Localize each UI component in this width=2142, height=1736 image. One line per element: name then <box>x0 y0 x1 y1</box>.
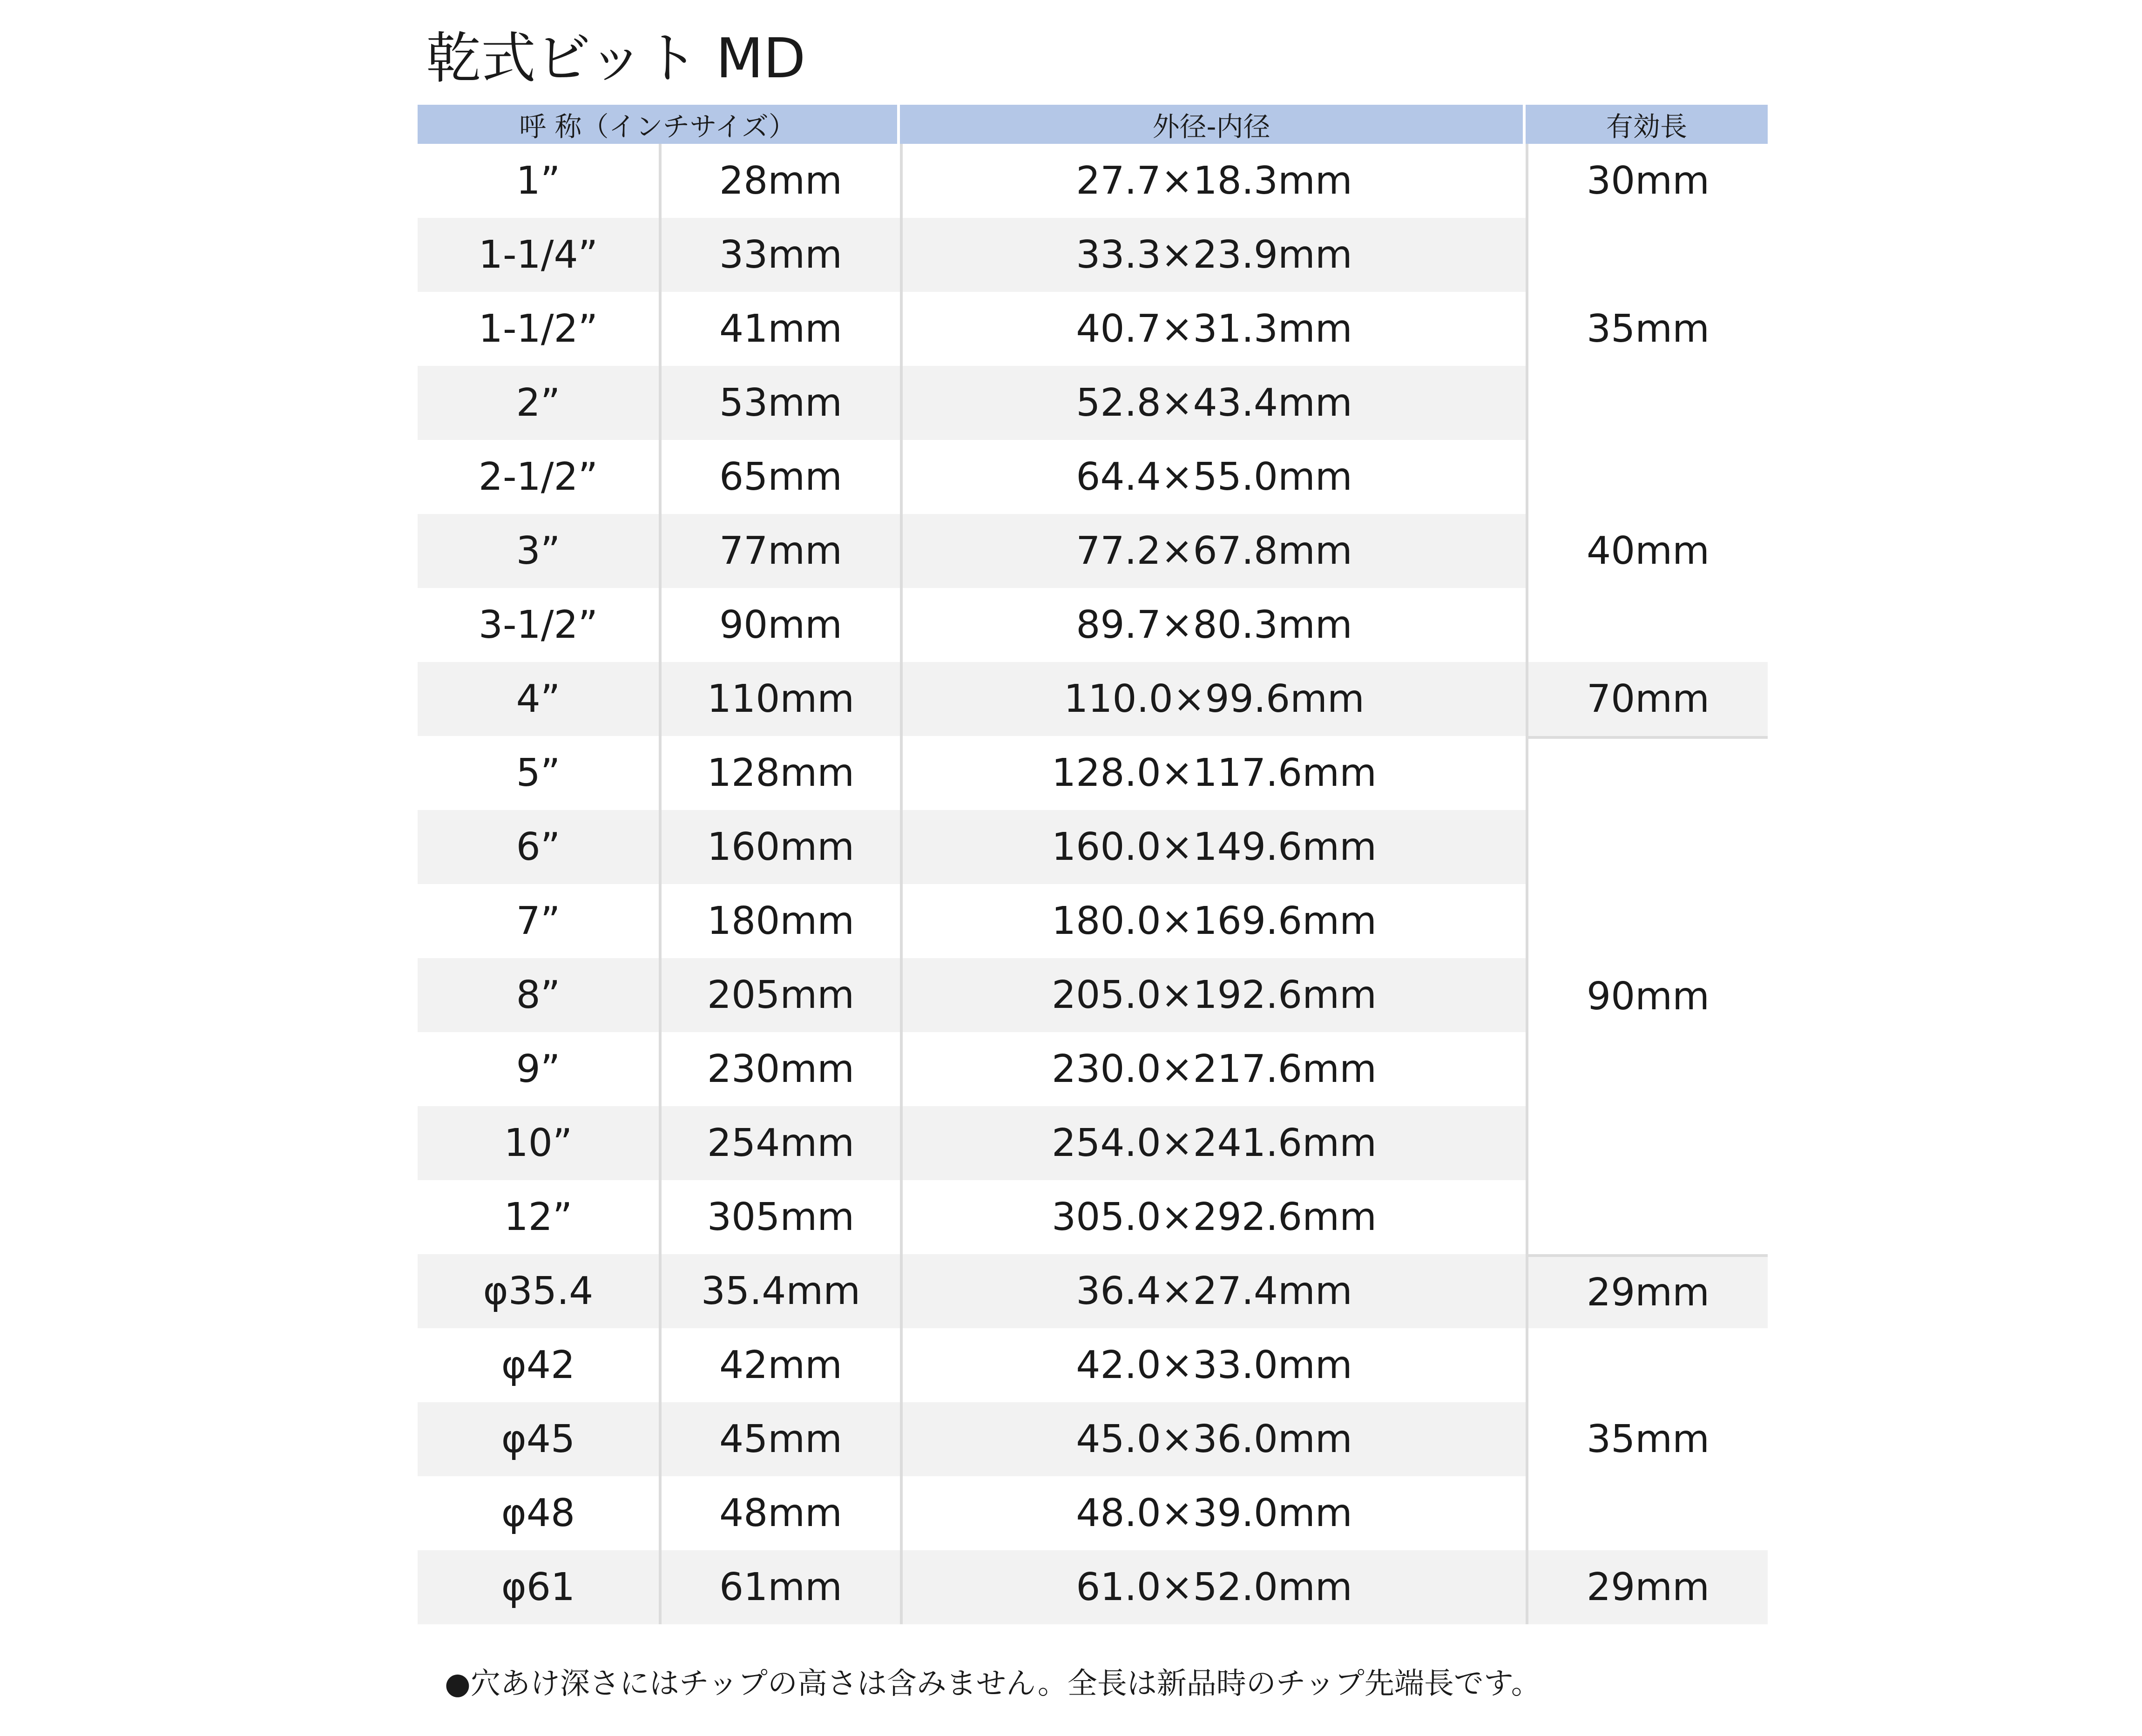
cell-mm-size: 110mm <box>659 662 900 736</box>
cell-outer-inner-diameter: 77.2×67.8mm <box>900 514 1526 588</box>
cell-outer-inner-diameter: 45.0×36.0mm <box>900 1402 1526 1476</box>
cell-outer-inner-diameter: 33.3×23.9mm <box>900 218 1526 292</box>
cell-mm-size: 77mm <box>659 514 900 588</box>
cell-inch-size: 1” <box>516 159 561 203</box>
cell-mm-size: 254mm <box>659 1106 900 1180</box>
spec-table <box>418 105 1768 1624</box>
cell-inch-size: 1-1/2” <box>478 307 598 351</box>
cell-inch-size: φ45 <box>418 1402 659 1476</box>
cell-effective-length: 40mm <box>1526 440 1768 662</box>
cell-effective-length: 70mm <box>1526 662 1768 736</box>
cell-outer-inner-diameter: 36.4×27.4mm <box>900 1254 1526 1328</box>
cell-outer-inner-diameter: 40.7×31.3mm <box>900 292 1526 366</box>
cell-mm-size: 205mm <box>659 958 900 1032</box>
cell-mm-size: 61mm <box>659 1550 900 1624</box>
cell-mm-size: 48mm <box>659 1476 900 1550</box>
cell-mm-size: 90mm <box>659 588 900 662</box>
cell-inch-size: 8” <box>418 958 659 1032</box>
cell-effective-length: 35mm <box>1526 1328 1768 1550</box>
cell-mm-size: 180mm <box>659 884 900 958</box>
cell-inch-size: 10” <box>418 1106 659 1180</box>
cell-mm-size: 305mm <box>659 1180 900 1254</box>
cell-inch-size: φ42 <box>501 1343 575 1387</box>
cell-mm-size: 28mm <box>659 144 900 218</box>
cell-mm-size: 53mm <box>659 366 900 440</box>
cell-mm-size: 35.4mm <box>659 1254 900 1328</box>
cell-inch-size: 4” <box>418 662 659 736</box>
cell-inch-size: 2” <box>418 366 659 440</box>
cell-outer-inner-diameter: 61.0×52.0mm <box>900 1550 1526 1624</box>
cell-outer-inner-diameter: 89.7×80.3mm <box>900 588 1526 662</box>
cell-inch-size: φ48 <box>501 1491 575 1535</box>
cell-inch-size: 12” <box>504 1195 573 1239</box>
cell-mm-size: 160mm <box>659 810 900 884</box>
cell-inch-size: φ35.4 <box>418 1254 659 1328</box>
cell-outer-inner-diameter: 64.4×55.0mm <box>900 440 1526 514</box>
cell-mm-size: 45mm <box>659 1402 900 1476</box>
cell-outer-inner-diameter: 160.0×149.6mm <box>900 810 1526 884</box>
cell-outer-inner-diameter: 205.0×192.6mm <box>900 958 1526 1032</box>
cell-inch-size: 6” <box>418 810 659 884</box>
cell-outer-inner-diameter: 48.0×39.0mm <box>900 1476 1526 1550</box>
cell-outer-inner-diameter: 254.0×241.6mm <box>900 1106 1526 1180</box>
cell-mm-size: 128mm <box>659 736 900 810</box>
cell-inch-size: 7” <box>516 899 561 943</box>
cell-mm-size: 33mm <box>659 218 900 292</box>
cell-outer-inner-diameter: 27.7×18.3mm <box>900 144 1526 218</box>
cell-outer-inner-diameter: 305.0×292.6mm <box>900 1180 1526 1254</box>
cell-effective-length: 35mm <box>1526 218 1768 440</box>
cell-inch-size: φ61 <box>418 1550 659 1624</box>
cell-effective-length: 29mm <box>1526 1550 1768 1624</box>
cell-outer-inner-diameter: 180.0×169.6mm <box>900 884 1526 958</box>
cell-effective-length: 90mm <box>1526 736 1768 1254</box>
cell-inch-size: 1-1/4” <box>418 218 659 292</box>
cell-effective-length: 29mm <box>1526 1254 1768 1328</box>
cell-outer-inner-diameter: 42.0×33.0mm <box>900 1328 1526 1402</box>
cell-mm-size: 230mm <box>659 1032 900 1106</box>
cell-inch-size: 3” <box>418 514 659 588</box>
page-title: 乾式ビット MD <box>426 26 806 90</box>
cell-outer-inner-diameter: 52.8×43.4mm <box>900 366 1526 440</box>
cell-mm-size: 42mm <box>659 1328 900 1402</box>
cell-inch-size: 9” <box>516 1047 561 1091</box>
header-effective-length: 有効長 <box>1526 105 1768 144</box>
cell-effective-length: 30mm <box>1526 144 1768 218</box>
header-nominal: 呼 称（インチサイズ） <box>418 105 900 144</box>
cell-outer-inner-diameter: 110.0×99.6mm <box>900 662 1526 736</box>
cell-outer-inner-diameter: 128.0×117.6mm <box>900 736 1526 810</box>
cell-mm-size: 41mm <box>659 292 900 366</box>
header-diameter: 外径-内径 <box>900 105 1526 144</box>
footnote: ●穴あけ深さにはチップの高さは含みません。全長は新品時のチップ先端長です。 <box>445 1667 1541 1701</box>
cell-inch-size: 5” <box>516 751 561 795</box>
cell-inch-size: 3-1/2” <box>478 603 598 647</box>
cell-mm-size: 65mm <box>659 440 900 514</box>
cell-outer-inner-diameter: 230.0×217.6mm <box>900 1032 1526 1106</box>
cell-inch-size: 2-1/2” <box>478 455 598 499</box>
